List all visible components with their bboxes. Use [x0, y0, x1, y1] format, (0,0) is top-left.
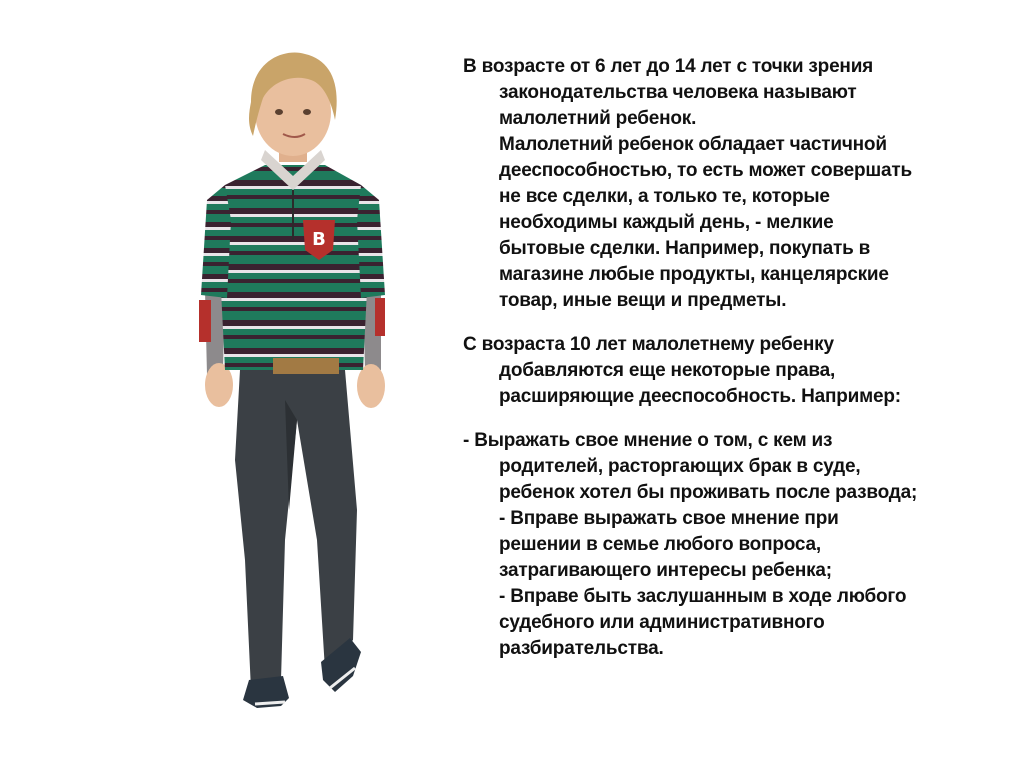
text-line: товар, иные вещи и предметы. — [499, 290, 787, 311]
text-line: затрагивающего интересы ребенка; — [499, 560, 832, 581]
text-line: расширяющие дееспособность. Например: — [499, 386, 901, 407]
boy-illustration — [185, 40, 400, 720]
paragraph-age-6-14 — [463, 54, 1003, 314]
text-line: бытовые сделки. Например, покупать в — [499, 238, 871, 259]
text-line: С возраста 10 лет малолетнему ребенку — [463, 334, 834, 355]
boy-photo — [185, 40, 400, 720]
text-line: разбирательства. — [499, 638, 664, 659]
text-line: не все сделки, а только те, которые — [499, 186, 830, 207]
text-line: - Вправе быть заслушанным в ходе любого — [499, 586, 907, 607]
text-line: законодательства человека называют — [499, 82, 857, 103]
text-line: малолетний ребенок. — [499, 108, 697, 129]
text-line: судебного или административного — [499, 612, 825, 633]
text-line: Малолетний ребенок обладает частичной — [499, 134, 887, 155]
text-line: - Выражать свое мнение о том, с кем из — [463, 430, 833, 451]
content-text — [463, 54, 1003, 662]
paragraph-age-10 — [463, 332, 1003, 410]
text-line: магазине любые продукты, канцелярские — [499, 264, 889, 285]
text-line: ребенок хотел бы проживать после развода; — [499, 482, 918, 503]
text-line: В возрасте от 6 лет до 14 лет с точки зрения — [463, 56, 874, 77]
text-line: - Вправе выражать свое мнение при — [499, 508, 839, 529]
text-line: родителей, расторгающих брак в суде, — [499, 456, 861, 477]
paragraph-rights-list — [463, 428, 1003, 662]
text-line: необходимы каждый день, - мелкие — [499, 212, 834, 233]
text-line: дееспособностью, то есть может совершать — [499, 160, 912, 181]
svg-text:B: B — [312, 229, 326, 250]
text-line: добавляются еще некоторые права, — [499, 360, 836, 381]
text-line: решении в семье любого вопроса, — [499, 534, 821, 555]
